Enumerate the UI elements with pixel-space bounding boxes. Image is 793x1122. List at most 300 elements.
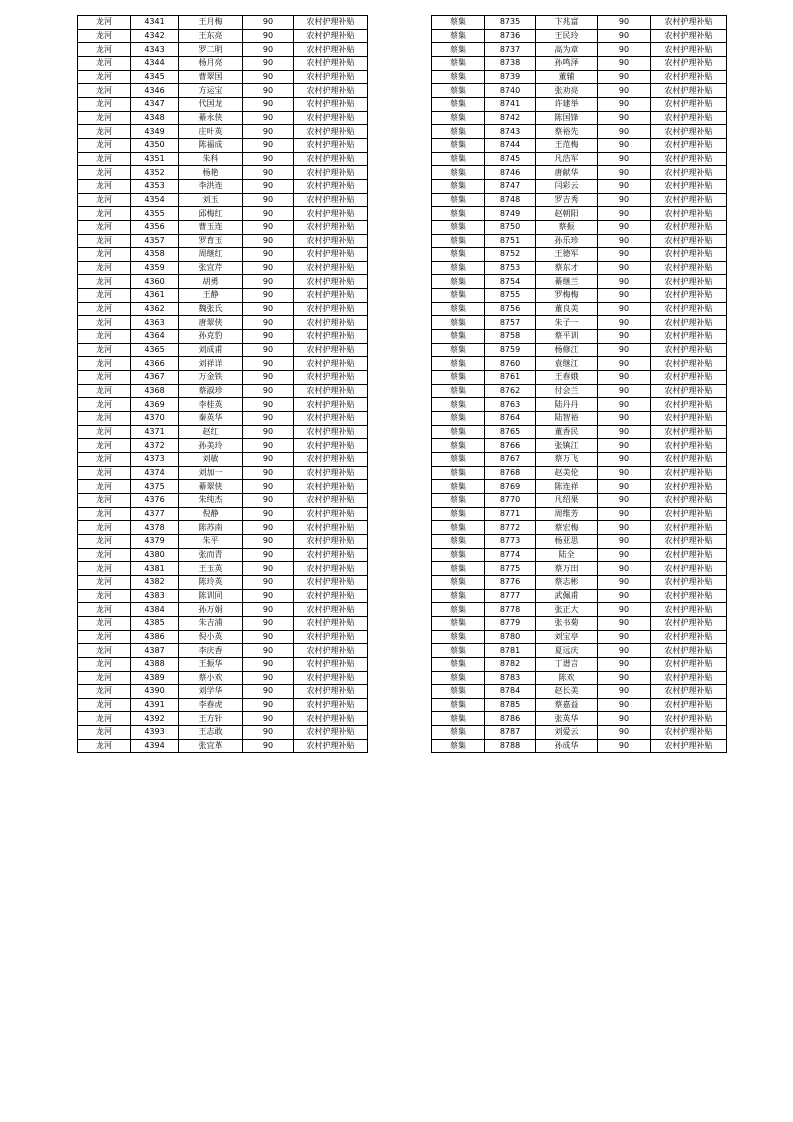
id-cell: 4394 <box>131 739 179 753</box>
id-cell: 4366 <box>131 357 179 371</box>
subsidy-type-cell: 农村护理补贴 <box>294 248 368 262</box>
table-row <box>78 371 368 385</box>
subsidy-type-cell: 农村护理补贴 <box>294 507 368 521</box>
amount-cell: 90 <box>598 712 651 726</box>
table-row <box>432 166 727 180</box>
town-cell: 龙河 <box>78 16 131 30</box>
id-cell: 8749 <box>485 207 536 221</box>
table-row <box>432 671 727 685</box>
town-cell: 蔡集 <box>432 302 485 316</box>
amount-cell: 90 <box>598 371 651 385</box>
amount-cell: 90 <box>243 56 294 70</box>
name-cell: 张书菊 <box>536 616 598 630</box>
name-cell: 张英华 <box>536 712 598 726</box>
subsidy-type-cell: 农村护理补贴 <box>651 207 727 221</box>
id-cell: 4381 <box>131 562 179 576</box>
subsidy-type-cell: 农村护理补贴 <box>651 507 727 521</box>
name-cell: 王月梅 <box>179 16 243 30</box>
subsidy-type-cell: 农村护理补贴 <box>651 712 727 726</box>
id-cell: 4378 <box>131 521 179 535</box>
amount-cell: 90 <box>598 616 651 630</box>
town-cell: 龙河 <box>78 398 131 412</box>
id-cell: 8745 <box>485 152 536 166</box>
subsidy-type-cell: 农村护理补贴 <box>651 644 727 658</box>
subsidy-type-cell: 农村护理补贴 <box>651 630 727 644</box>
table-row <box>432 97 727 111</box>
amount-cell: 90 <box>598 412 651 426</box>
amount-cell: 90 <box>598 521 651 535</box>
town-cell: 龙河 <box>78 712 131 726</box>
table-row <box>78 685 368 699</box>
table-row <box>432 43 727 57</box>
subsidy-type-cell: 农村护理补贴 <box>294 261 368 275</box>
town-cell: 蔡集 <box>432 16 485 30</box>
name-cell: 孙万娟 <box>179 603 243 617</box>
name-cell: 李洪连 <box>179 179 243 193</box>
subsidy-type-cell: 农村护理补贴 <box>651 193 727 207</box>
subsidy-type-cell: 农村护理补贴 <box>294 138 368 152</box>
town-cell: 蔡集 <box>432 84 485 98</box>
subsidy-type-cell: 农村护理补贴 <box>294 671 368 685</box>
subsidy-type-cell: 农村护理补贴 <box>651 398 727 412</box>
table-row <box>432 179 727 193</box>
id-cell: 4385 <box>131 616 179 630</box>
amount-cell: 90 <box>598 125 651 139</box>
id-cell: 4352 <box>131 166 179 180</box>
amount-cell: 90 <box>243 220 294 234</box>
subsidy-type-cell: 农村护理补贴 <box>294 412 368 426</box>
name-cell: 陈训同 <box>179 589 243 603</box>
id-cell: 4354 <box>131 193 179 207</box>
id-cell: 8742 <box>485 111 536 125</box>
town-cell: 蔡集 <box>432 289 485 303</box>
amount-cell: 90 <box>598 138 651 152</box>
town-cell: 蔡集 <box>432 575 485 589</box>
subsidy-type-cell: 农村护理补贴 <box>294 685 368 699</box>
amount-cell: 90 <box>598 739 651 753</box>
name-cell: 孙鸣泽 <box>536 56 598 70</box>
id-cell: 8775 <box>485 562 536 576</box>
town-cell: 蔡集 <box>432 330 485 344</box>
name-cell: 陈欢 <box>536 671 598 685</box>
subsidy-type-cell: 农村护理补贴 <box>651 384 727 398</box>
id-cell: 8773 <box>485 534 536 548</box>
table-row <box>78 439 368 453</box>
table-row <box>78 220 368 234</box>
amount-cell: 90 <box>243 739 294 753</box>
town-cell: 蔡集 <box>432 726 485 740</box>
subsidy-type-cell: 农村护理补贴 <box>294 480 368 494</box>
town-cell: 龙河 <box>78 425 131 439</box>
town-cell: 龙河 <box>78 630 131 644</box>
name-cell: 蔡平训 <box>536 330 598 344</box>
amount-cell: 90 <box>243 316 294 330</box>
town-cell: 龙河 <box>78 548 131 562</box>
amount-cell: 90 <box>243 630 294 644</box>
name-cell: 张劝亮 <box>536 84 598 98</box>
name-cell: 闫彩云 <box>536 179 598 193</box>
subsidy-type-cell: 农村护理补贴 <box>651 739 727 753</box>
name-cell: 王民玲 <box>536 29 598 43</box>
id-cell: 4345 <box>131 70 179 84</box>
town-cell: 蔡集 <box>432 507 485 521</box>
table-row <box>78 507 368 521</box>
id-cell: 4367 <box>131 371 179 385</box>
name-cell: 张镇江 <box>536 439 598 453</box>
table-row <box>78 29 368 43</box>
table-row <box>432 70 727 84</box>
name-cell: 庄叶英 <box>179 125 243 139</box>
subsidy-type-cell: 农村护理补贴 <box>294 193 368 207</box>
table-row <box>78 466 368 480</box>
table-row <box>78 644 368 658</box>
town-cell: 蔡集 <box>432 521 485 535</box>
table-row <box>432 289 727 303</box>
subsidy-type-cell: 农村护理补贴 <box>651 671 727 685</box>
town-cell: 龙河 <box>78 384 131 398</box>
town-cell: 蔡集 <box>432 562 485 576</box>
town-cell: 蔡集 <box>432 248 485 262</box>
town-cell: 蔡集 <box>432 425 485 439</box>
table-row <box>432 330 727 344</box>
id-cell: 4382 <box>131 575 179 589</box>
table-row <box>78 712 368 726</box>
amount-cell: 90 <box>598 56 651 70</box>
roster-body-left <box>78 16 368 753</box>
amount-cell: 90 <box>243 726 294 740</box>
table-row <box>78 398 368 412</box>
id-cell: 4357 <box>131 234 179 248</box>
table-row <box>78 671 368 685</box>
name-cell: 许建举 <box>536 97 598 111</box>
name-cell: 蔡万飞 <box>536 453 598 467</box>
name-cell: 蔡嘉益 <box>536 698 598 712</box>
name-cell: 蔡宏梅 <box>536 521 598 535</box>
id-cell: 8735 <box>485 16 536 30</box>
town-cell: 蔡集 <box>432 671 485 685</box>
amount-cell: 90 <box>598 43 651 57</box>
table-row <box>432 466 727 480</box>
subsidy-type-cell: 农村护理补贴 <box>294 166 368 180</box>
id-cell: 8777 <box>485 589 536 603</box>
name-cell: 李庆香 <box>179 644 243 658</box>
id-cell: 8774 <box>485 548 536 562</box>
table-row <box>432 453 727 467</box>
town-cell: 龙河 <box>78 220 131 234</box>
subsidy-type-cell: 农村护理补贴 <box>294 493 368 507</box>
name-cell: 陈苏南 <box>179 521 243 535</box>
town-cell: 蔡集 <box>432 179 485 193</box>
subsidy-type-cell: 农村护理补贴 <box>294 398 368 412</box>
name-cell: 董香民 <box>536 425 598 439</box>
subsidy-type-cell: 农村护理补贴 <box>294 657 368 671</box>
table-row <box>78 657 368 671</box>
amount-cell: 90 <box>598 97 651 111</box>
name-cell: 胡勇 <box>179 275 243 289</box>
town-cell: 蔡集 <box>432 548 485 562</box>
name-cell: 秦英华 <box>179 412 243 426</box>
name-cell: 陈国锋 <box>536 111 598 125</box>
town-cell: 龙河 <box>78 439 131 453</box>
table-row <box>432 575 727 589</box>
town-cell: 蔡集 <box>432 644 485 658</box>
table-row <box>78 425 368 439</box>
subsidy-type-cell: 农村护理补贴 <box>294 207 368 221</box>
town-cell: 蔡集 <box>432 193 485 207</box>
amount-cell: 90 <box>598 425 651 439</box>
table-row <box>78 384 368 398</box>
town-cell: 龙河 <box>78 275 131 289</box>
table-row <box>78 589 368 603</box>
table-row <box>432 248 727 262</box>
id-cell: 8768 <box>485 466 536 480</box>
id-cell: 8739 <box>485 70 536 84</box>
amount-cell: 90 <box>243 466 294 480</box>
amount-cell: 90 <box>243 589 294 603</box>
id-cell: 8764 <box>485 412 536 426</box>
subsidy-type-cell: 农村护理补贴 <box>651 453 727 467</box>
subsidy-type-cell: 农村护理补贴 <box>651 16 727 30</box>
id-cell: 4388 <box>131 657 179 671</box>
subsidy-type-cell: 农村护理补贴 <box>294 562 368 576</box>
town-cell: 龙河 <box>78 261 131 275</box>
town-cell: 龙河 <box>78 97 131 111</box>
id-cell: 8758 <box>485 330 536 344</box>
table-row <box>78 125 368 139</box>
name-cell: 周继红 <box>179 248 243 262</box>
town-cell: 蔡集 <box>432 275 485 289</box>
table-row <box>78 726 368 740</box>
town-cell: 龙河 <box>78 726 131 740</box>
town-cell: 龙河 <box>78 493 131 507</box>
id-cell: 8776 <box>485 575 536 589</box>
subsidy-type-cell: 农村护理补贴 <box>651 726 727 740</box>
amount-cell: 90 <box>243 289 294 303</box>
name-cell: 孙克豹 <box>179 330 243 344</box>
subsidy-type-cell: 农村护理补贴 <box>294 589 368 603</box>
name-cell: 陈玲英 <box>179 575 243 589</box>
id-cell: 8751 <box>485 234 536 248</box>
table-row <box>78 521 368 535</box>
id-cell: 4341 <box>131 16 179 30</box>
amount-cell: 90 <box>598 493 651 507</box>
amount-cell: 90 <box>243 575 294 589</box>
name-cell: 武佩甫 <box>536 589 598 603</box>
amount-cell: 90 <box>243 97 294 111</box>
table-row <box>432 726 727 740</box>
amount-cell: 90 <box>243 43 294 57</box>
id-cell: 8786 <box>485 712 536 726</box>
subsidy-type-cell: 农村护理补贴 <box>294 521 368 535</box>
table-row <box>78 97 368 111</box>
table-row <box>432 685 727 699</box>
name-cell: 杨亚思 <box>536 534 598 548</box>
id-cell: 4356 <box>131 220 179 234</box>
amount-cell: 90 <box>243 166 294 180</box>
id-cell: 4350 <box>131 138 179 152</box>
amount-cell: 90 <box>243 453 294 467</box>
amount-cell: 90 <box>598 439 651 453</box>
id-cell: 4359 <box>131 261 179 275</box>
id-cell: 8747 <box>485 179 536 193</box>
table-row <box>78 412 368 426</box>
name-cell: 丁谱言 <box>536 657 598 671</box>
name-cell: 王志敢 <box>179 726 243 740</box>
town-cell: 龙河 <box>78 521 131 535</box>
name-cell: 蔡志彬 <box>536 575 598 589</box>
name-cell: 王春娥 <box>536 371 598 385</box>
amount-cell: 90 <box>243 152 294 166</box>
id-cell: 4353 <box>131 179 179 193</box>
subsidy-type-cell: 农村护理补贴 <box>651 152 727 166</box>
town-cell: 龙河 <box>78 589 131 603</box>
subsidy-type-cell: 农村护理补贴 <box>294 466 368 480</box>
id-cell: 8746 <box>485 166 536 180</box>
table-row <box>432 562 727 576</box>
name-cell: 刘学华 <box>179 685 243 699</box>
subsidy-type-cell: 农村护理补贴 <box>294 316 368 330</box>
subsidy-type-cell: 农村护理补贴 <box>294 739 368 753</box>
amount-cell: 90 <box>243 698 294 712</box>
town-cell: 蔡集 <box>432 384 485 398</box>
table-row <box>78 275 368 289</box>
town-cell: 龙河 <box>78 152 131 166</box>
subsidy-type-cell: 农村护理补贴 <box>294 70 368 84</box>
amount-cell: 90 <box>598 289 651 303</box>
town-cell: 蔡集 <box>432 261 485 275</box>
table-row <box>78 698 368 712</box>
town-cell: 龙河 <box>78 330 131 344</box>
subsidy-type-cell: 农村护理补贴 <box>294 603 368 617</box>
town-cell: 龙河 <box>78 234 131 248</box>
town-cell: 蔡集 <box>432 439 485 453</box>
town-cell: 蔡集 <box>432 685 485 699</box>
table-row <box>432 56 727 70</box>
town-cell: 蔡集 <box>432 220 485 234</box>
id-cell: 8761 <box>485 371 536 385</box>
amount-cell: 90 <box>243 371 294 385</box>
subsidy-type-cell: 农村护理补贴 <box>651 589 727 603</box>
id-cell: 4365 <box>131 343 179 357</box>
subsidy-type-cell: 农村护理补贴 <box>294 698 368 712</box>
name-cell: 曹玉连 <box>179 220 243 234</box>
amount-cell: 90 <box>598 152 651 166</box>
subsidy-type-cell: 农村护理补贴 <box>294 575 368 589</box>
name-cell: 高为章 <box>536 43 598 57</box>
amount-cell: 90 <box>243 357 294 371</box>
subsidy-type-cell: 农村护理补贴 <box>294 439 368 453</box>
name-cell: 蔡振 <box>536 220 598 234</box>
amount-cell: 90 <box>598 480 651 494</box>
subsidy-type-cell: 农村护理补贴 <box>651 138 727 152</box>
name-cell: 陆智裕 <box>536 412 598 426</box>
table-row <box>432 316 727 330</box>
name-cell: 王静 <box>179 289 243 303</box>
subsidy-type-cell: 农村护理补贴 <box>651 657 727 671</box>
table-row <box>78 193 368 207</box>
id-cell: 4368 <box>131 384 179 398</box>
name-cell: 孙成华 <box>536 739 598 753</box>
town-cell: 龙河 <box>78 302 131 316</box>
table-row <box>432 111 727 125</box>
name-cell: 张正大 <box>536 603 598 617</box>
subsidy-type-cell: 农村护理补贴 <box>294 152 368 166</box>
town-cell: 蔡集 <box>432 657 485 671</box>
town-cell: 龙河 <box>78 70 131 84</box>
amount-cell: 90 <box>243 425 294 439</box>
amount-cell: 90 <box>243 548 294 562</box>
subsidy-type-cell: 农村护理补贴 <box>651 302 727 316</box>
id-cell: 8785 <box>485 698 536 712</box>
table-row <box>78 179 368 193</box>
amount-cell: 90 <box>243 644 294 658</box>
amount-cell: 90 <box>243 616 294 630</box>
subsidy-type-cell: 农村护理补贴 <box>294 97 368 111</box>
id-cell: 8760 <box>485 357 536 371</box>
table-row <box>432 84 727 98</box>
amount-cell: 90 <box>598 207 651 221</box>
town-cell: 蔡集 <box>432 616 485 630</box>
amount-cell: 90 <box>598 384 651 398</box>
name-cell: 王方针 <box>179 712 243 726</box>
table-row <box>78 616 368 630</box>
id-cell: 4358 <box>131 248 179 262</box>
id-cell: 4346 <box>131 84 179 98</box>
table-row <box>432 439 727 453</box>
name-cell: 蔡淑珍 <box>179 384 243 398</box>
id-cell: 4376 <box>131 493 179 507</box>
subsidy-type-cell: 农村护理补贴 <box>294 84 368 98</box>
town-cell: 蔡集 <box>432 166 485 180</box>
subsidy-type-cell: 农村护理补贴 <box>651 275 727 289</box>
amount-cell: 90 <box>598 507 651 521</box>
id-cell: 8762 <box>485 384 536 398</box>
town-cell: 蔡集 <box>432 712 485 726</box>
id-cell: 4372 <box>131 439 179 453</box>
town-cell: 蔡集 <box>432 316 485 330</box>
amount-cell: 90 <box>598 589 651 603</box>
id-cell: 4377 <box>131 507 179 521</box>
amount-cell: 90 <box>598 630 651 644</box>
subsidy-type-cell: 农村护理补贴 <box>651 111 727 125</box>
town-cell: 龙河 <box>78 111 131 125</box>
amount-cell: 90 <box>598 603 651 617</box>
id-cell: 8780 <box>485 630 536 644</box>
amount-cell: 90 <box>243 712 294 726</box>
id-cell: 4342 <box>131 29 179 43</box>
name-cell: 孙美玲 <box>179 439 243 453</box>
subsidy-type-cell: 农村护理补贴 <box>294 111 368 125</box>
subsidy-type-cell: 农村护理补贴 <box>651 43 727 57</box>
id-cell: 8756 <box>485 302 536 316</box>
subsidy-type-cell: 农村护理补贴 <box>294 371 368 385</box>
amount-cell: 90 <box>243 29 294 43</box>
name-cell: 曹翠国 <box>179 70 243 84</box>
town-cell: 龙河 <box>78 248 131 262</box>
subsidy-type-cell: 农村护理补贴 <box>651 480 727 494</box>
amount-cell: 90 <box>598 84 651 98</box>
id-cell: 4349 <box>131 125 179 139</box>
name-cell: 赵红 <box>179 425 243 439</box>
id-cell: 8769 <box>485 480 536 494</box>
table-row <box>432 548 727 562</box>
town-cell: 龙河 <box>78 43 131 57</box>
amount-cell: 90 <box>243 657 294 671</box>
town-cell: 蔡集 <box>432 357 485 371</box>
id-cell: 8748 <box>485 193 536 207</box>
table-row <box>432 603 727 617</box>
table-row <box>78 548 368 562</box>
